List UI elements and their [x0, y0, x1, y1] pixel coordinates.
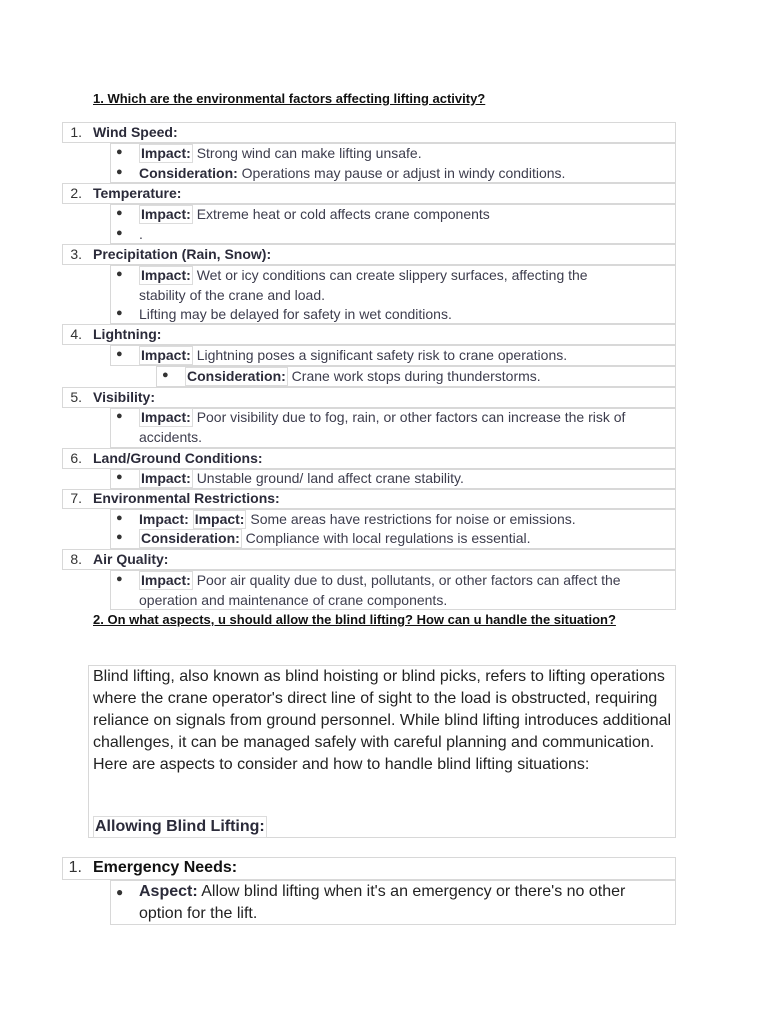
item-number: 6. [70, 450, 82, 466]
item-title-environmental-restrictions: Environmental Restrictions: [93, 490, 280, 506]
item-title-ground-conditions: Land/Ground Conditions: [93, 450, 263, 466]
consideration-line: Consideration: Compliance with local regulations is essential. [141, 530, 531, 546]
bullet-icon: ● [116, 348, 123, 360]
item-number: 5. [70, 389, 82, 405]
impact-line: Impact: Impact: Some areas have restrictions for noise or emissions. [139, 511, 576, 527]
consideration-line: Consideration: Crane work stops during thunderstorms. [187, 368, 541, 384]
bullet-icon: ● [116, 512, 123, 524]
impact-line: Impact: Extreme heat or cold affects crane components [141, 206, 490, 222]
item-number: 3. [70, 246, 82, 262]
item-number: 4. [70, 326, 82, 342]
item-number: 7. [70, 490, 82, 506]
bullet-icon: ● [116, 531, 123, 543]
item-title-emergency-needs: Emergency Needs: [93, 859, 238, 876]
impact-line: Impact: Strong wind can make lifting unsafe. [141, 145, 422, 161]
impact-line-continuation: accidents. [139, 429, 203, 445]
aspect-line: Aspect: Allow blind lifting when it's an emergency or there's no other [139, 883, 626, 900]
item-number: 2. [70, 185, 82, 201]
item-title-precipitation: Precipitation (Rain, Snow): [93, 246, 272, 262]
consideration-line: Consideration: Operations may pause or adjust in windy conditions. [139, 165, 566, 181]
empty-line: . [139, 226, 143, 242]
bullet-icon: ● [116, 307, 123, 319]
impact-line-continuation: stability of the crane and load. [139, 287, 326, 303]
question-1-heading: 1. Which are the environmental factors affecting lifting activity? [93, 91, 486, 106]
bullet-icon: ● [116, 471, 123, 483]
item-title-visibility: Visibility: [93, 389, 155, 405]
question-2-heading: 2. On what aspects, u should allow the blind lifting? How can u handle the situation? [93, 612, 616, 627]
impact-line-continuation: operation and maintenance of crane components. [139, 592, 448, 608]
impact-line: Impact: Unstable ground/ land affect crane stability. [141, 470, 464, 486]
item-number: 1. [70, 124, 82, 140]
bullet-icon: ● [162, 369, 169, 381]
bullet-icon: ● [116, 410, 123, 422]
impact-line: Impact: Poor visibility due to fog, rain, or other factors can increase the risk of [141, 409, 626, 425]
bullet-icon: ● [116, 885, 124, 899]
item-number: 8. [70, 551, 82, 567]
item-title-temperature: Temperature: [93, 185, 182, 201]
note-line: Lifting may be delayed for safety in wet conditions. [139, 306, 452, 322]
bullet-icon: ● [116, 207, 123, 219]
bullet-icon: ● [116, 227, 123, 239]
item-title-air-quality: Air Quality: [93, 551, 169, 567]
bullet-icon: ● [116, 146, 123, 158]
bullet-icon: ● [116, 268, 123, 280]
impact-line: Impact: Lightning poses a significant safety risk to crane operations. [141, 347, 568, 363]
bullet-icon: ● [116, 166, 123, 178]
impact-line: Impact: Wet or icy conditions can create slippery surfaces, affecting the [141, 267, 588, 283]
item-title-wind-speed: Wind Speed: [93, 124, 178, 140]
blind-lifting-paragraph: Blind lifting, also known as blind hoisting or blind picks, refers to lifting operations where the crane operator's direct line of sight to the load is obstructed, requiring reliance on signals from ground personnel. While blind lifting introduces additional challenges, it can be managed safely with careful planning and communication. Here are aspects to consider and how to handle blind lifting situations: [93, 668, 672, 773]
allowing-blind-lifting-heading: Allowing Blind Lifting: [93, 816, 267, 838]
bullet-icon: ● [116, 573, 123, 585]
item-title-lightning: Lightning: [93, 326, 162, 342]
aspect-line-continuation: option for the lift. [139, 905, 258, 922]
item-number: 1. [68, 859, 82, 876]
impact-line: Impact: Poor air quality due to dust, pollutants, or other factors can affect the [141, 572, 621, 588]
